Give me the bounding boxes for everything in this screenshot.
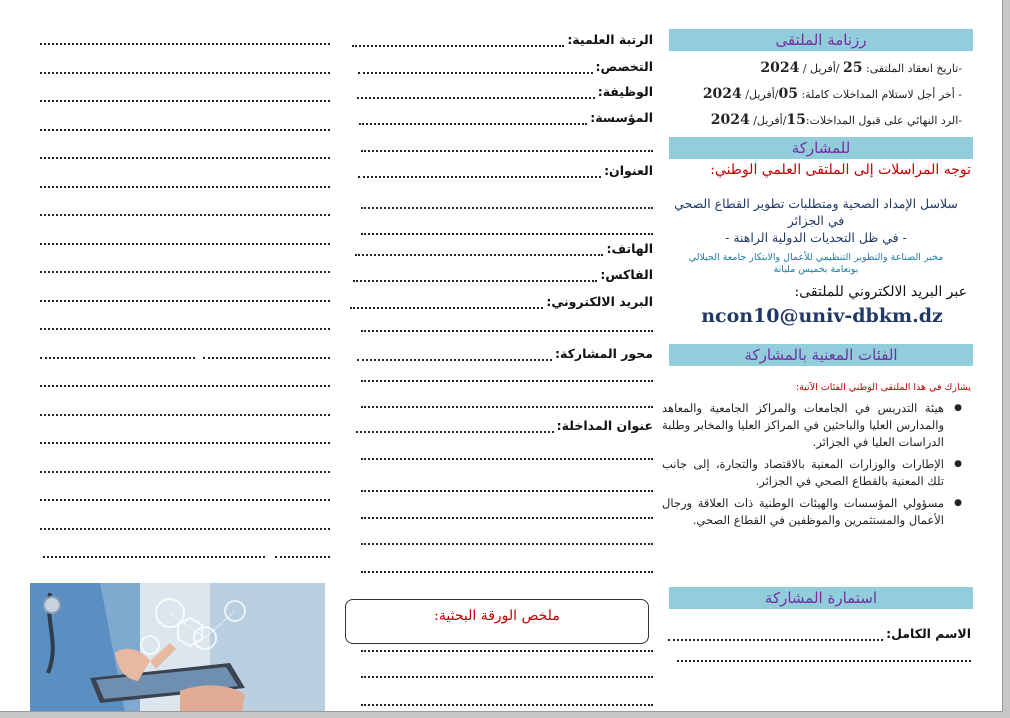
notes-line: [40, 318, 330, 330]
institution-dots-2: [361, 140, 653, 152]
paper-title-dots-3: [361, 480, 653, 492]
calendar-day: 05: [778, 86, 798, 102]
categories-header: الفئات المعنية بالمشاركة: [669, 344, 973, 366]
full-name-field[interactable]: [668, 626, 971, 641]
rank-field[interactable]: [352, 32, 653, 47]
fax-dots: [353, 272, 597, 282]
rank-label: الرتبة العلمية:: [567, 32, 653, 47]
calendar-label: - أخر أجل لاستلام المداخلات كاملة:: [797, 88, 962, 101]
axis-dots-2: [361, 370, 653, 382]
paper-title-dots-4: [361, 507, 653, 519]
email-dots-2: [361, 320, 653, 332]
calendar-day: 25: [843, 60, 863, 76]
paper-title-label: عنوان المداخلة:: [556, 418, 653, 433]
notes-line: [275, 546, 330, 558]
photo-illustration: [30, 583, 325, 712]
specialty-label: التخصص:: [595, 59, 653, 74]
full-name-dots-2: [677, 650, 971, 662]
notes-line: [40, 90, 330, 102]
job-field[interactable]: [357, 84, 653, 99]
fax-label: الفاكس:: [600, 267, 653, 282]
calendar-header: رزنامة الملتقى: [669, 29, 973, 51]
phone-label: الهاتف:: [606, 241, 653, 256]
paper-title-field[interactable]: [356, 418, 653, 433]
doctor-tablet-photo: [30, 583, 325, 712]
conference-theme: [661, 195, 971, 246]
address-dots: [358, 168, 601, 178]
address-label: العنوان:: [604, 163, 653, 178]
list-item: ● هيئة التدريس في الجامعات والمراكز الجامعية والمعاهد والمدارس العليا والباحثين في المراكز العليا والمخابر وطلبة الدراسات العليا في الجزائر.: [662, 400, 962, 451]
job-dots: [357, 89, 595, 99]
calendar-label: -تاريخ انعقاد الملتقى:: [862, 62, 962, 75]
specialty-field[interactable]: [358, 59, 653, 74]
notes-line: [40, 62, 330, 74]
job-label: الوظيفة:: [597, 84, 653, 99]
notes-line: [40, 176, 330, 188]
notes-line: [203, 347, 330, 359]
calendar-label: -الرد النهائي على قبول المداخلات:: [805, 114, 962, 127]
categories-intro: يشارك في هذا الملتقى الوطني الفئات الآتية:: [795, 382, 971, 393]
calendar-month: /أفريل /: [799, 62, 844, 75]
notes-line: [40, 233, 330, 245]
calendar-year: 2024: [702, 86, 742, 102]
categories-list: [662, 400, 962, 534]
notes-line: [40, 261, 330, 273]
calendar-year: 2024: [710, 112, 750, 128]
full-name-label: الاسم الكامل:: [886, 626, 971, 641]
calendar-row-2: [703, 86, 962, 102]
lab-line: مخبر الصناعة والتطوير التنظيمي للأعمال والابتكار جامعة الجيلالي: [688, 252, 944, 263]
email-field[interactable]: [350, 294, 653, 309]
participation-header: للمشاركة: [669, 137, 973, 159]
form-header: استمارة المشاركة: [669, 587, 973, 609]
notes-line: [40, 518, 330, 530]
institution-label: المؤسسة:: [590, 110, 653, 125]
institution-dots: [359, 115, 587, 125]
summary-dots: [361, 666, 653, 678]
notes-line: [40, 119, 330, 131]
theme-line: - في ظل التحديات الدولية الراهنة -: [725, 230, 907, 245]
calendar-month: /أفريل/: [749, 114, 787, 127]
axis-label: محور المشاركة:: [555, 346, 653, 361]
rank-dots: [352, 37, 564, 47]
calendar-month: /أفريل/: [741, 88, 779, 101]
calendar-row-1: [760, 60, 962, 76]
list-item: ● مسؤولي المؤسسات والهيئات الوطنية ذات العلاقة ورجال الأعمال والمستثمرين والموظفين في القطاع الصحي.: [662, 495, 962, 529]
conference-email[interactable]: ncon10@univ-dbkm.dz: [701, 305, 943, 327]
list-item: ● الإطارات والوزارات المعنية بالاقتصاد والتجارة، إلى جانب تلك المعنية بالقطاع الصحي في الجزائر.: [662, 456, 962, 490]
calendar-day: 15: [786, 112, 806, 128]
notes-line: [40, 375, 330, 387]
summary-dots: [361, 694, 653, 706]
notes-line: [40, 290, 330, 302]
institution-field[interactable]: [359, 110, 653, 125]
email-label: عبر البريد الالكتروني للملتقى:: [794, 284, 967, 300]
address-dots-3: [361, 223, 653, 235]
summary-box: ملخص الورقة البحثية:: [345, 599, 649, 644]
lab-name: [661, 252, 971, 276]
notes-line: [40, 347, 195, 359]
lab-line: بونعامة بخميس مليانة: [773, 264, 859, 275]
phone-field[interactable]: [355, 241, 653, 256]
axis-field[interactable]: [357, 346, 653, 361]
axis-dots: [357, 351, 552, 361]
address-field[interactable]: [358, 163, 653, 178]
calendar-row-3: [711, 112, 962, 128]
notes-line: [40, 204, 330, 216]
paper-title-dots-5: [361, 533, 653, 545]
theme-line: في الجزائر: [787, 213, 845, 228]
paper-title-dots: [356, 423, 554, 433]
summary-dots: [361, 640, 653, 652]
axis-dots-3: [361, 396, 653, 408]
email-field-label: البريد الالكتروني:: [546, 294, 653, 309]
notes-line: [43, 546, 265, 558]
notes-line: [40, 147, 330, 159]
email-dots: [350, 299, 543, 309]
notes-line: [40, 33, 330, 45]
fax-field[interactable]: [353, 267, 653, 282]
paper-title-dots-6: [361, 561, 653, 573]
notes-line: [40, 461, 330, 473]
paper-title-dots-2: [361, 448, 653, 460]
specialty-dots: [358, 64, 593, 74]
notes-line: [40, 432, 330, 444]
calendar-year: 2024: [760, 60, 800, 76]
correspondence-line: توجه المراسلات إلى الملتقى العلمي الوطني:: [710, 162, 971, 178]
notes-line: [40, 489, 330, 501]
theme-line: سلاسل الإمداد الصحية ومتطلبات تطوير القطاع الصحي: [674, 196, 958, 211]
full-name-dots: [668, 631, 883, 641]
notes-line: [40, 404, 330, 416]
address-dots-2: [361, 197, 653, 209]
phone-dots: [355, 246, 603, 256]
